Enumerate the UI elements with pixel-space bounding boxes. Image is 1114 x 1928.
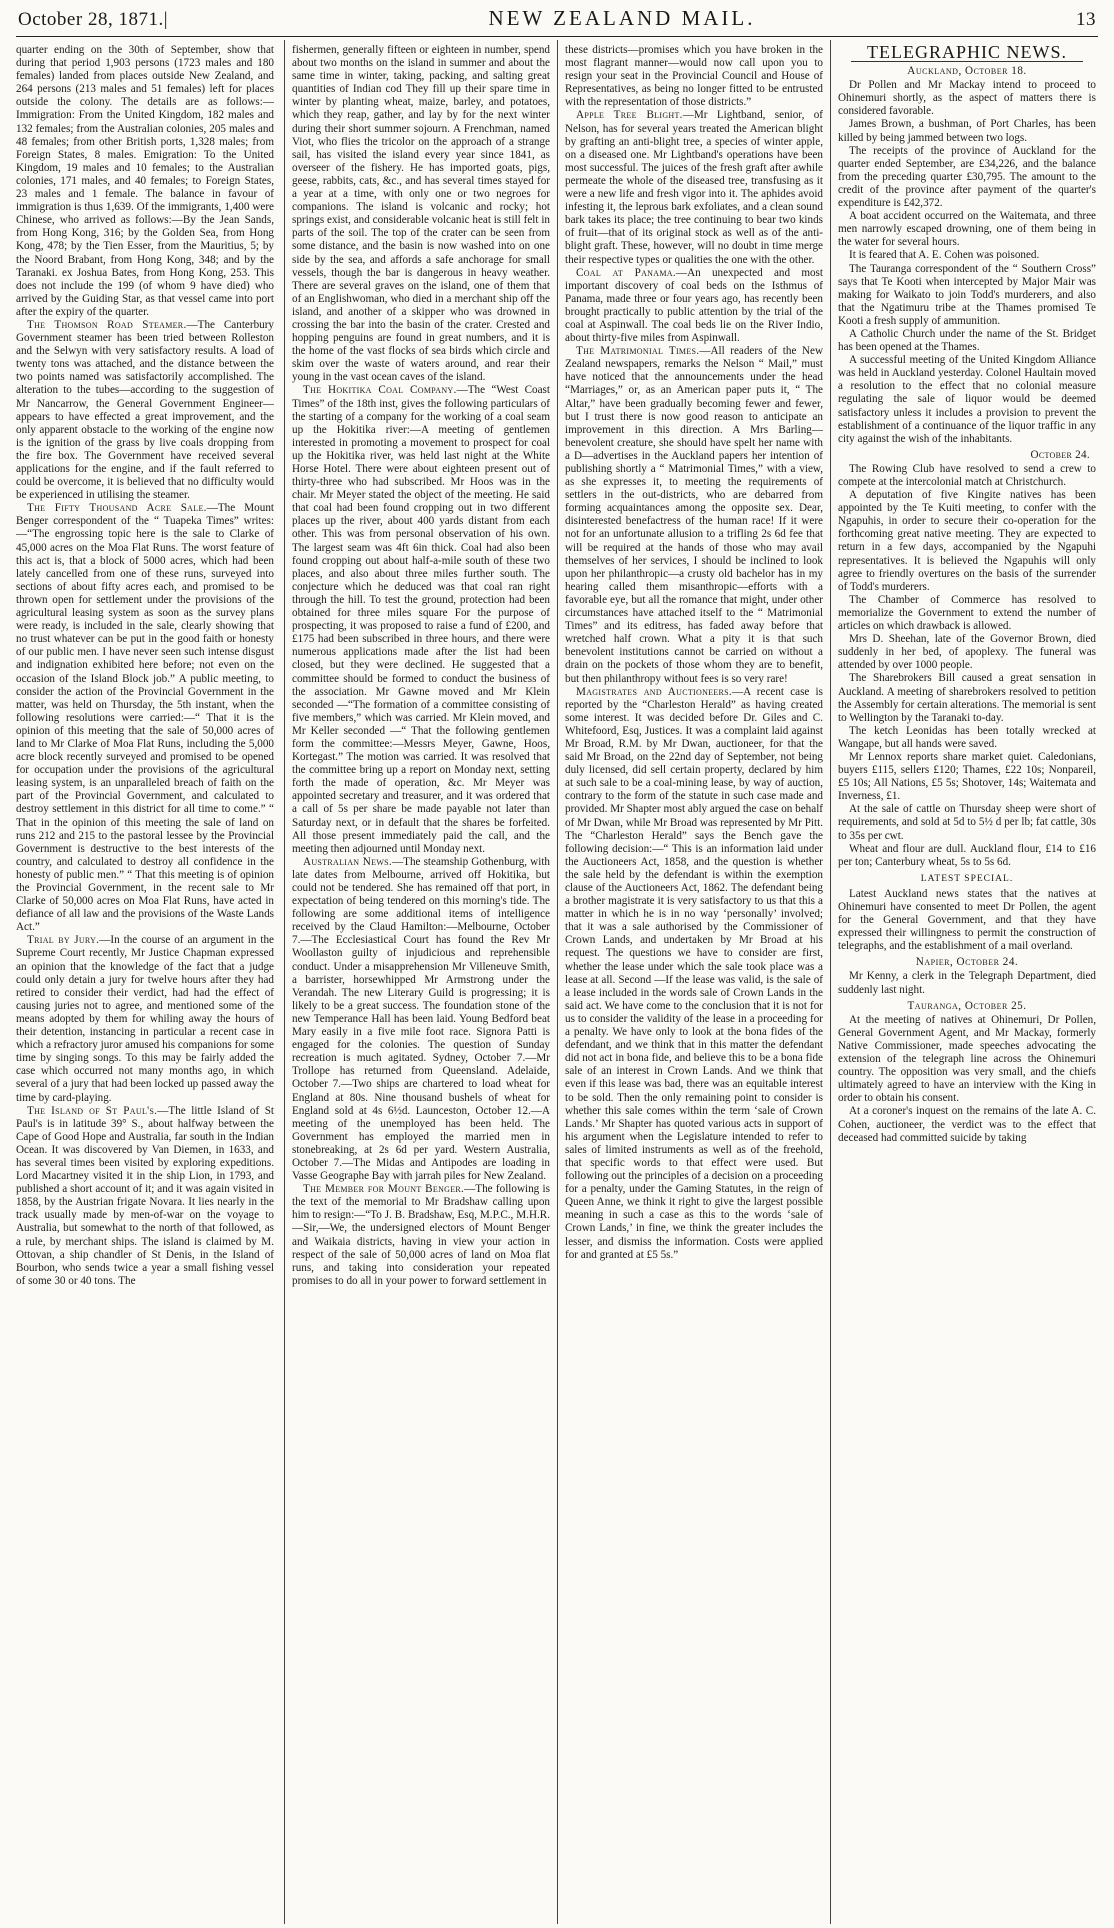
- article-text: —An unexpected and most important discovery of coal beds on the Isthmus of Panama, made three or four years ago, has recently been brought practically to public attention by the trial of the coal at Aspinwall. The coal beds lie on the River Indio, about thirty-five miles from Aspinwall.: [565, 266, 823, 345]
- news-item: Latest Auckland news states that the natives at Ohinemuri have consented to meet Dr Pollen, the agent for the General Government, and that they have expressed their willingness to permit the construction of telegraphs, and the establishment of a mail overland.: [838, 887, 1096, 953]
- article-paragraph: [292, 1183, 550, 1288]
- article-heading: The Fifty Thousand Acre Sale.: [27, 502, 207, 515]
- news-item: It is feared that A. E. Cohen was poisoned.: [849, 249, 1040, 262]
- article-paragraph: [16, 934, 274, 1104]
- article-paragraph: [565, 345, 823, 685]
- news-item: At a coroner's inquest on the remains of the late A. C. Cohen, auctioneer, the verdict was to the effect that deceased had committed suicide by taking: [838, 1105, 1096, 1144]
- subheading: LATEST SPECIAL.: [920, 873, 1014, 884]
- article-heading: Magistrates and Auctioneers.: [576, 685, 733, 698]
- news-item: The Chamber of Commerce has resolved to memorialize the Government to extend the number of articles on which drawback is allowed.: [838, 593, 1096, 633]
- masthead-rule: [16, 36, 1098, 37]
- article-text: —The steamship Gothenburg, with late dates from Melbourne, arrived off Hokitika, but could not be tendered. She has remained off that port, in expectation of being tendered on this morning's tide. The following are some additional items of intelligence received by the Claud Hamilton:—Melbourne, October 7.—The Ecclesiastical Court has found the Rev Mr Woollaston guilty of injudicious and reprehensible conduct. Under a misapprehension Mr Villeneuve Smith, a barrister, horsewhipped Mr Armstrong under the Verandah. The new Literary Guild is progressing; it is likely to be a great success. The foundation stone of the new Temperance Hall has been laid. Young Bedford beat Mary easily in a five mile foot race. Signora Patti is engaged for the colonies. The question of Sunday recreation is much agitated. Sydney, October 7.—Mr Trollope has returned from Queensland. Adelaide, October 7.—Two ships are chartered to load wheat for England at 80s. Nine thousand bushels of wheat for England sold at 4s 6½d. Launceston, October 12.—A meeting of the unemployed has been held. The Government has employed the married men in stonebreaking, at 2s 6d per yard. Western Australia, October 7.—The Midas and Antipodes are loading in Vasse Geographe Bay with jarrah piles for New Zealand.: [292, 855, 550, 1183]
- article-text: fishermen, generally fifteen or eighteen in number, spend about two months on the island in summer and about the same time in winter, taking, packing, and salting great quantities of Indian cod They fill up their spare time in winter by planting wheat, maize, barley, and potatoes, which they reap, gather, and lay by for the next winter during their short summer sojourn. A Frenchman, named Viot, who flies the tricolor on the approach of a strange sail, has visited the island every year since 1841, as overseer of the fishery. He has imported goats, pigs, geese, rabbits, cats, &c., and has several times stayed for a year at a time, with only one or two negroes for companions. The island is volcanic and rocky; hot springs exist, and considerable volcanic heat is still felt in parts of the soil. The top of the crater can be seen from some distance, and the basin is now washed into on one side by the sea, and affords a safe anchorage for small vessels, though the bar is dangerous in heavy weather. There are several graves on the island, one of them that of an Englishwoman, who died in a merchant ship off the island, and another of a skipper who was drowned in crossing the bar into the basin of the crater. Crested and hopping penguins are found in great numbers, and it is the home of the vast flocks of sea birds which circle and skim over the waste of waters around, and rear their young in the vast ocean caves of the island.: [292, 44, 550, 384]
- news-item: The receipts of the province of Auckland for the quarter ended September, are £34,226, and the balance from the preceding quarter £30,795. The amount to the credit of the province after payment of the quarter's expenditure is £42,372.: [838, 144, 1096, 210]
- column-2: [292, 44, 550, 1922]
- article-paragraph: [565, 44, 823, 109]
- news-item: At the sale of cattle on Thursday sheep were short of requirements, and sold at 5d to 5½ d per lb; fat cattle, 30s to 35s per cwt.: [838, 803, 1096, 842]
- dateline-text: October 24.: [1030, 448, 1090, 461]
- article-text: —The “West Coast Times” of the 18th inst, gives the following particulars of the starting of a company for the working of a coal seam up the Hokitika river:—A meeting of gentlemen interested in promoting a movement to prospect for coal up the Hokitika river, was held last night at the White Horse Hotel. There were about eighteen present out of thirty-three who had subscribed. Mr Hoos was in the chair. Mr Meyer stated the object of the meeting. He said that coal had been found cropping out in two different places up the river, about 400 yards distant from each other. This was from personal observation of his own. The largest seam was 4ft 6in thick. Coal had also been found cropping out about half-a-mile south of these two places, and also about three miles further south. The conjecture which he deduced was that coal ran right through the hill. To test the ground, protection had been obtained for three miles square For the purpose of prospecting, it was proposed to raise a fund of £200, and £175 had been subscribed in three hours, and there were numerous applications made after the list had been closed, but they were declined. He suggested that a committee should be formed to conduct the business of the association. Mr Gawne moved and Mr Klein seconded —“The formation of a committee consisting of five members,” which was carried. Mr Klein moved, and Mr Keller seconded —“ That the following gentlemen form the committee:—Messrs Meyer, Gawne, Hoos, Kortegast.” The motion was carried. It was resolved that the committee bring up a report on Monday next, setting forth the made of operation, &c. Mr Meyer was appointed secretary and treasurer, and it was ordered that a call of 5s per share be made payable not later than Saturday next, or in default that the shares be forfeited. All those present immediately paid the call, and the meeting then adjourned until Monday next.: [292, 384, 550, 855]
- article-paragraph: [16, 44, 274, 319]
- article-paragraph: [565, 686, 823, 1262]
- article-text: —The little Island of St Paul's is in latitude 39° S., about halfway between the Cape of Good Hope and Australia, far south in the Indian Ocean. It was discovered by Van Diemen, in 1633, and has several times been visited by exploring expeditions. Lord Macartney visited it in the ship Lion, in 1793, and published a short account of it; and it was again visited in 1858, by the Austrian frigate Novara. It lies nearly in the track usually made by men-of-war on the voyage to Australia, but somewhat to the north of that followed, as a rule, by merchant ships. The island is claimed by M. Ottovan, a ship chandler of St Denis, in the Island of Bourbon, who sends twice a year a small fishing vessel of some 30 or 40 tons. The: [16, 1104, 274, 1287]
- article-heading: Australian News.: [303, 855, 393, 868]
- news-item: The ketch Leonidas has been totally wrecked at Wangape, but all hands were saved.: [838, 724, 1096, 750]
- news-item: James Brown, a bushman, of Port Charles, has been killed by being jammed between two logs.: [838, 118, 1096, 144]
- news-item: Dr Pollen and Mr Mackay intend to proceed to Ohinemuri shortly, as the aspect of matters there is considered favorable.: [838, 79, 1096, 118]
- column-3: [565, 44, 823, 1922]
- dateline-text: Auckland, October 18.: [907, 65, 1027, 78]
- article-paragraph: [292, 44, 550, 384]
- news-item: Wheat and flour are dull. Auckland flour, £14 to £16 per ton; Canterbury wheat, 5s to 5s 6d.: [838, 842, 1096, 868]
- news-item: At the meeting of natives at Ohinemuri, Dr Pollen, General Government Agent, and Mr Mackay, formerly Native Commissioner, made speeches advocating the extension of the telegraph line across the Ohinemuri country. The opposition was very small, and the chiefs ultimately agreed to have an interview with the King in order to obtain his consent.: [838, 1013, 1096, 1105]
- article-text: quarter ending on the 30th of September, show that during that period 1,903 persons (1723 males and 180 females) landed from places outside New Zealand, and 264 persons (213 males and 51 females) left for places outside the colony. The details are as follows:—Immigration: From the United Kingdom, 182 males and 132 females; from the Australian colonies, 205 males and 48 females; from other British ports, 1,328 males; from Foreign States, 8 males. Emigration: To the United Kingdom, 19 males and 10 females; to the Australian colonies, 171 males, and 40 females; to Foreign States, 23 males and 1 female. The balance in favour of immigration is thus 1,639. Of the immigrants, 1,400 were Chinese, who arrived as follows:—By the Jean Sands, from Hong Kong, 316; by the Golden Sea, from Hong Kong, 478; by the Tien Esser, from the Mauritius, 5; by the Noord Brabant, from Hong Kong, 348; and by the Taranaki. ex Joshua Bates, from Hong Kong, 253. This does not include the 199 (of whom 9 have died) who arrived by the Guiding Star, as that vessel came into port after the expiry of the quarter.: [16, 44, 274, 318]
- news-item: Mrs D. Sheehan, late of the Governor Brown, died suddenly in her bed, of apoplexy. The funeral was attended by over 1000 people.: [838, 633, 1096, 672]
- article-paragraph: [16, 502, 274, 934]
- newspaper-title: NEW ZEALAND MAIL.: [488, 6, 756, 30]
- dateline: [838, 956, 1096, 969]
- article-paragraph: [16, 1105, 274, 1288]
- news-item: Mr Lennox reports share market quiet. Caledonians, buyers £115, sellers £120; Thames, £22 10s; Nonpareil, £5 10s; All Nations, £5 5s; Shotover, 14s; Waitemata and Inverness, £1.: [838, 750, 1096, 803]
- article-heading: Apple Tree Blight.: [576, 109, 683, 122]
- news-item: The Rowing Club have resolved to send a crew to compete at the intercolonial match at Christchurch.: [838, 462, 1096, 488]
- article-text: —The Mount Benger correspondent of the “ Tuapeka Times” writes:—“The engrossing topic here is the sale to Clarke of 45,000 acres on the Moa Flat Runs. The worst feature of this act is, that a block of 5000 acres, which had been lately cancelled from one of these runs, surveyed into sections of about fifty acres each, and promised to be thrown open for settlement under the provisions of the agricultural leasing system as soon as the survey plans were ready, is included in the sale, clearly showing that no trust whatever can be put in the good faith or honesty of our public men. I have never seen such intense disgust and indignation exhibited here before; not even on the occasion of the Island Block job.” A public meeting, to consider the action of the Provincial Government in the matter, was held on Thursday, the 5th instant, when the following resolutions were carried:—“ That it is the opinion of this meeting that the sale of 50,000 acres of land to Mr Clarke of Moa Flat Runs, including the 5,000 acre block recently surveyed and promised to be opened for occupation under the provisions of the agricultural leasing system, is an unparalleled breach of faith on the part of the Provincial Government, and calculated to destroy settlement in this district for all time to come.” “ That in the opinion of this meeting the sale of land on runs 212 and 215 to the pastoral lessee by the Provincial Government is destructive to the best interests of the country, and calculated to destroy all confidence in the honesty of public men.” “ That this meeting is of opinion the Provincial Government, in the recent sale to Mr Clarke of 50,000 acres on Moa Flat Runs, have acted in defiance of all law and the provisions of the Waste Lands Act.”: [16, 502, 274, 934]
- article-paragraph: [292, 856, 550, 1183]
- article-heading: The Island of St Paul's.: [27, 1104, 158, 1117]
- dateline: [838, 1000, 1096, 1013]
- issue-date: October 28, 1871.|: [18, 9, 168, 30]
- article-heading: The Member for Mount Benger.: [303, 1183, 465, 1196]
- news-item: The Tauranga correspondent of the “ Southern Cross” says that Te Kooti when intercepted by Major Mair was making for Waikato to join Todd's murderers, and also that the Ngatimuru tribe at the Thames promised Te Kooti a fresh supply of ammunition.: [838, 262, 1096, 327]
- column-1: [16, 44, 274, 1922]
- article-heading: Coal at Panama.: [576, 266, 676, 279]
- masthead: [18, 6, 1096, 36]
- article-heading: The Hokitika Coal Company.: [303, 384, 457, 397]
- column-divider: [557, 40, 558, 1924]
- news-item: Mr Kenny, a clerk in the Telegraph Department, died suddenly last night.: [838, 970, 1096, 996]
- article-text: —In the course of an argument in the Supreme Court recently, Mr Justice Chapman expressed an opinion that the knowledge of the fact that a judge could only detain a jury for twelve hours after they had retired to consider their verdict, had had the effect of causing juries not to agree, and mentioned some of the means adopted by them for whiling away the hours of their detention, instancing in particular a recent case in which a refractory juror amused his companions for some time by singing songs. To this may be fairly added the case which occurred not many months ago, in which several of a jury that had been locked up passed away the time by card-playing.: [16, 934, 274, 1104]
- article-text: —All readers of the New Zealand newspapers, remarks the Nelson “ Mail,” must have noticed that the announcements under the head “Marriages,” or, as an American paper puts it, “ The Altar,” have been gradually becoming fewer and fewer, but I trust there is now good reason to anticipate an improvement in this direction. A Mrs Barling—benevolent creature, she should have spelt her name with a D—advertises in the Auckland papers her intention of publishing shortly a “ Matrimonial Times,” with a view, as she expresses it, to meeting the requirements of settlers in the out-districts, who are debarred from forming acquaintances among the opposite sex. Dear, disinterested benefactress of the human race! If it were not for an unfortunate allusion to a trifling 2s 6d fee that will be required at the hands of those who may avail themselves of her services, I should be inclined to look upon her philanthropic—a crusty old bachelor has in my hearing called them misanthropic—efforts with a favorable eye, but all the romance that might, under other circumstances have attached itself to the “ Matrimonial Times” and its editress, has faded away before that wretched half crown. What a pity it is that such benevolent institutions cannot be carried on without a drain on the pockets of those whom they are to benefit, but then philanthropy without fees is so very rare!: [565, 345, 823, 685]
- article-text: —The following is the text of the memorial to Mr Bradshaw calling upon him to resign:—“To J. B. Bradshaw, Esq, M.P.C., M.H.R.—Sir,—We, the undersigned electors of Mount Benger and Waikaia districts, having in view your action in respect of the sale of 50,000 acres of land on Moa flat runs, and taking into consideration your repeated promises to do all in your power to forward settlement in: [292, 1183, 550, 1287]
- news-item: The Sharebrokers Bill caused a great sensation in Auckland. A meeting of sharebrokers resolved to petition the Assembly for certain alterations. The memorial is sent to Wellington by the Taranaki to-day.: [838, 672, 1096, 724]
- article-heading: The Thomson Road Steamer.: [27, 318, 187, 331]
- article-text: —The Canterbury Government steamer has been tried between Rolleston and the Selwyn with very satisfactory results. A load of twenty tons was attached, and the distance between the two points named was satisfactorily accomplished. The alteration to the tubes—according to the suggestion of Mr Nancarrow, the General Government Engineer—appears to have effected a great improvement, and the only apparent obstacle to the working of the engine now is the ignition of the grass by live coals dropping from the fire box. The Government have received several applications for the engine, and if the fault referred to could be overcome, it is believed that no difficulty would be experienced in utilising the steamer.: [16, 318, 274, 502]
- article-text: —Mr Lightband, senior, of Nelson, has for several years treated the American blight by grafting an anti-blight tree, a species of winter apple, on a diseased one. Mr Lightband's operations have been most successful. The juices of the fresh graft after awhile permeate the whole of the diseased tree, transfusing as it were a new life and fresh vigor into it. The aphides avoid infesting it, the leprous bark exfoliates, and a clean sound bark takes its place; the tree continuing to bear two kinds of fruit—that of its original stock as well as of the anti-blight graft. These, however, will no doubt in time merge their respective types or qualities the one with the other.: [565, 109, 823, 266]
- news-item: A deputation of five Kingite natives has been appointed by the Te Kuiti meeting, to confer with the Ngapuhis, in order to secure their co-operation for the forthcoming great native meeting. They are expected to return in a few days, accompanied by the Ngapuhi representatives. It is believed the Ngapuhis will only agree to friendly overtures on the basis of the surrender of Todd's murderers.: [838, 489, 1096, 593]
- article-paragraph: [565, 109, 823, 266]
- dateline-text: Tauranga, October 25.: [907, 999, 1027, 1012]
- news-item: A Catholic Church under the name of the St. Bridget has been opened at the Thames.: [838, 327, 1096, 354]
- column-divider: [284, 40, 285, 1924]
- news-item: A successful meeting of the United Kingdom Alliance was held in Auckland yesterday. Colonel Haultain moved a resolution to the effect that no colonial measure regulating the sale of liquor would be deemed satisfactory unless it includes a provision to prevent the establishment of a continuance of the liquor traffic in any city against the wish of the inhabitants.: [838, 354, 1096, 445]
- dateline: [838, 449, 1090, 462]
- article-text: —A recent case is reported by the “Charleston Herald” as having created some interest. It was decided before Dr. Giles and C. Whitefoord, Esq, Justices. It was a complaint laid against Mr Broad, R.M. by Mr Dwan, auctioneer, for that the said Mr Broad, on the 22nd day of September, not being duly licensed, did sell certain property, declared by him at such sale to be a coal-mining lease, by way of auction, contrary to the form of the statute in such case made and provided. Mr Shapter most ably argued the case on behalf of Mr Dwan, while Mr Broad was represented by Mr Pitt. The “Charleston Herald” says the Bench gave the following decision:—“ This is an information laid under the Auctioneers Act, 1858, and the question is whether the sale held by the defendant is within the exemption clause of the Auctioneers Act, 1862. The defendant being a brother magistrate it is very satisfactory to us that this a matter in which he is in no way ‘personally’ involved; that it was a sale authorised by the Commissioner of Crown Lands, and undertaken by Mr Broad at his request. The questions we have to consider are first, whether the lease under which the sale took place was a lease at all. Second —If the lease was valid, is the sale of a lease included in the words sale of Crown Lands in the said act. We have come to the conclusion that it is not for us to consider the validity of the lease in a proceeding for a penalty. We have only to look at the bona fides of the defendant, and we think that in this matter the defendant did not act in bona fide, and believe this to be a bona fide sale of an interest in Crown Lands. And we think that even if this lease was bad, there was an equitable interest to be sold. Then the only remaining point to consider is whether this sale comes within the term ‘sale of Crown Lands.’ Mr Shapter has quoted various acts in support of his argument when the Legislature intended to refer to sales of limited instruments as well as of the freehold, that specific words to that effect were used. But following out the principles of a decision on a proceeding for a penalty, under the Gaming Statutes, in the reign of Queen Anne, we think it right to give the largest possible meaning in such a case as this to the words ‘sale of Crown Lands,’ in fine, we think the greater includes the lesser, and dismiss the information. Costs were applied for and granted at £5 5s.”: [565, 685, 823, 1261]
- article-paragraph: [16, 319, 274, 502]
- dateline-text: Napier, October 24.: [915, 956, 1019, 969]
- dateline: [838, 65, 1096, 78]
- article-heading: The Matrimonial Times.: [576, 345, 700, 358]
- column-divider: [830, 40, 831, 1924]
- article-paragraph: [292, 384, 550, 855]
- article-paragraph: [565, 267, 823, 346]
- article-heading: Trial by Jury.: [27, 934, 100, 947]
- article-text: these districts—promises which you have broken in the most flagrant manner—would now call upon you to resign your seat in the Provincial Council and House of Representatives, as being no longer fitted to be entrusted with the representation of those districts.”: [565, 44, 823, 109]
- page-number: 13: [1076, 9, 1096, 30]
- news-item: A boat accident occurred on the Waitemata, and three men narrowly escaped drowning, one of them being in the water for several hours.: [838, 210, 1096, 249]
- section-heading: TELEGRAPHIC NEWS.: [867, 44, 1067, 62]
- column-4-telegraphic-news: [838, 44, 1096, 1922]
